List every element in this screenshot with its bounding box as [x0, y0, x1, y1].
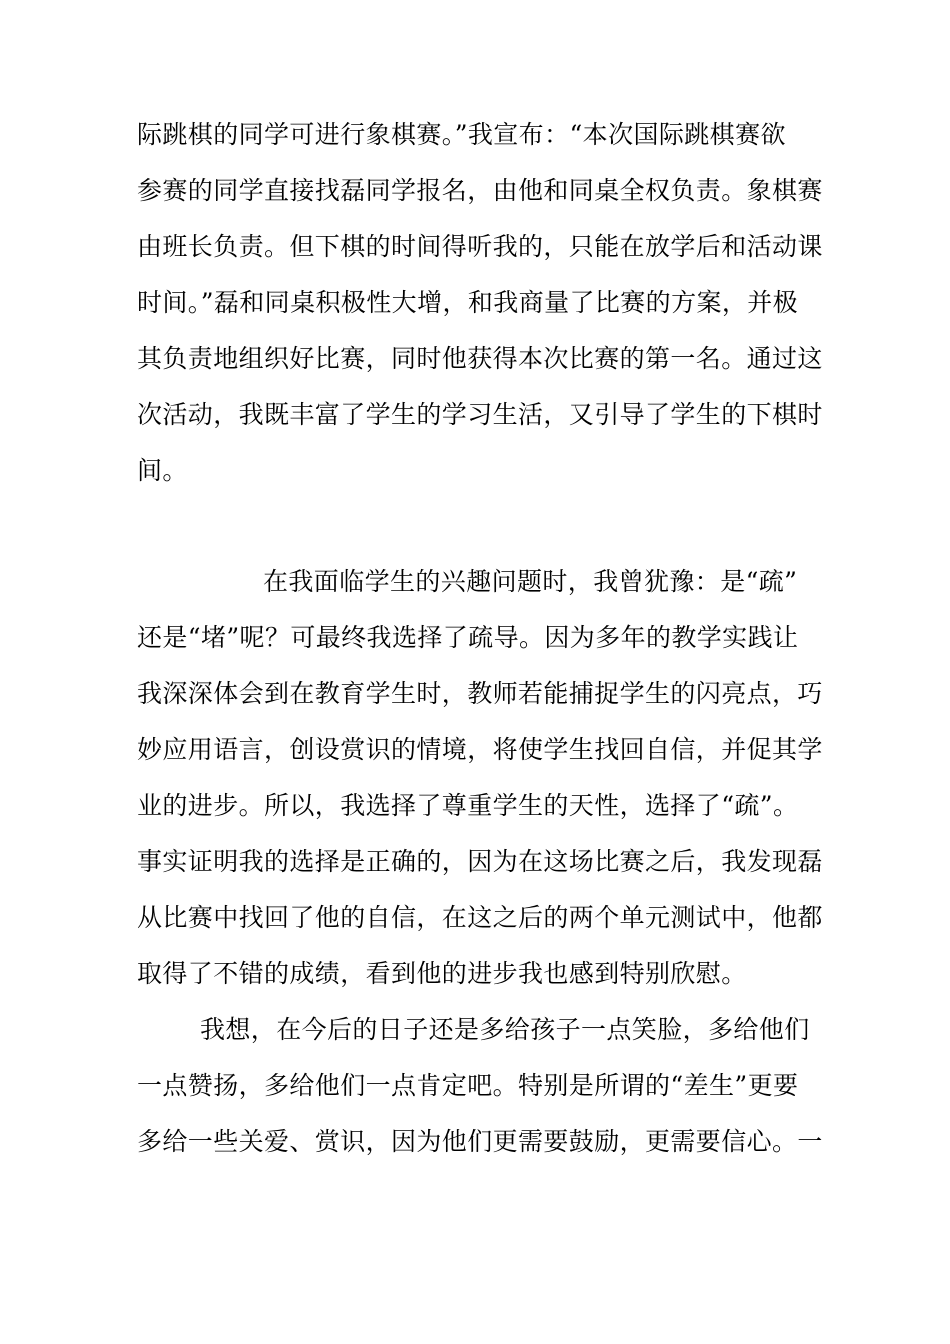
paragraph-2-line-8: 取得了不错的成绩，看到他的进步我也感到特别欣慰。: [137, 959, 747, 988]
paragraph-2-line-7: 从比赛中找回了他的自信，在这之后的两个单元测试中，他都: [137, 903, 823, 932]
paragraph-3-line-2: 一点赞扬，多给他们一点肯定吧。特别是所谓的“差生”更要: [137, 1071, 799, 1100]
paragraph-1-line-4: 时间。”磊和同桌积极性大增，和我商量了比赛的方案，并极: [137, 288, 799, 317]
paragraph-1-line-2: 参赛的同学直接找磊同学报名，由他和同桌全权负责。象棋赛: [137, 176, 823, 205]
paragraph-3-line-3: 多给一些关爱、赏识，因为他们更需要鼓励，更需要信心。一: [137, 1127, 823, 1156]
paragraph-2-line-5: 业的进步。所以，我选择了尊重学生的天性，选择了“疏”。: [137, 791, 799, 820]
paragraph-1-line-5: 其负责地组织好比赛，同时他获得本次比赛的第一名。通过这: [137, 344, 823, 373]
paragraph-2-line-1: 在我面临学生的兴趣问题时，我曾犹豫：是“疏”: [263, 567, 798, 596]
paragraph-3-line-1: 我想，在今后的日子还是多给孩子一点笑脸，多给他们: [200, 1015, 810, 1044]
paragraph-2-line-4: 妙应用语言，创设赏识的情境，将使学生找回自信，并促其学: [137, 735, 823, 764]
paragraph-1-line-1: 际跳棋的同学可进行象棋赛。”我宣布：“本次国际跳棋赛欲: [137, 120, 786, 149]
paragraph-1-line-6: 次活动，我既丰富了学生的学习生活，又引导了学生的下棋时: [137, 400, 823, 429]
paragraph-2-line-2: 还是“堵”呢？可最终我选择了疏导。因为多年的教学实践让: [137, 623, 799, 652]
paragraph-2-line-6: 事实证明我的选择是正确的，因为在这场比赛之后，我发现磊: [137, 847, 823, 876]
paragraph-1-line-7: 间。: [137, 456, 188, 485]
paragraph-2-line-3: 我深深体会到在教育学生时，教师若能捕捉学生的闪亮点，巧: [137, 679, 823, 708]
paragraph-1-line-3: 由班长负责。但下棋的时间得听我的，只能在放学后和活动课: [137, 232, 823, 261]
